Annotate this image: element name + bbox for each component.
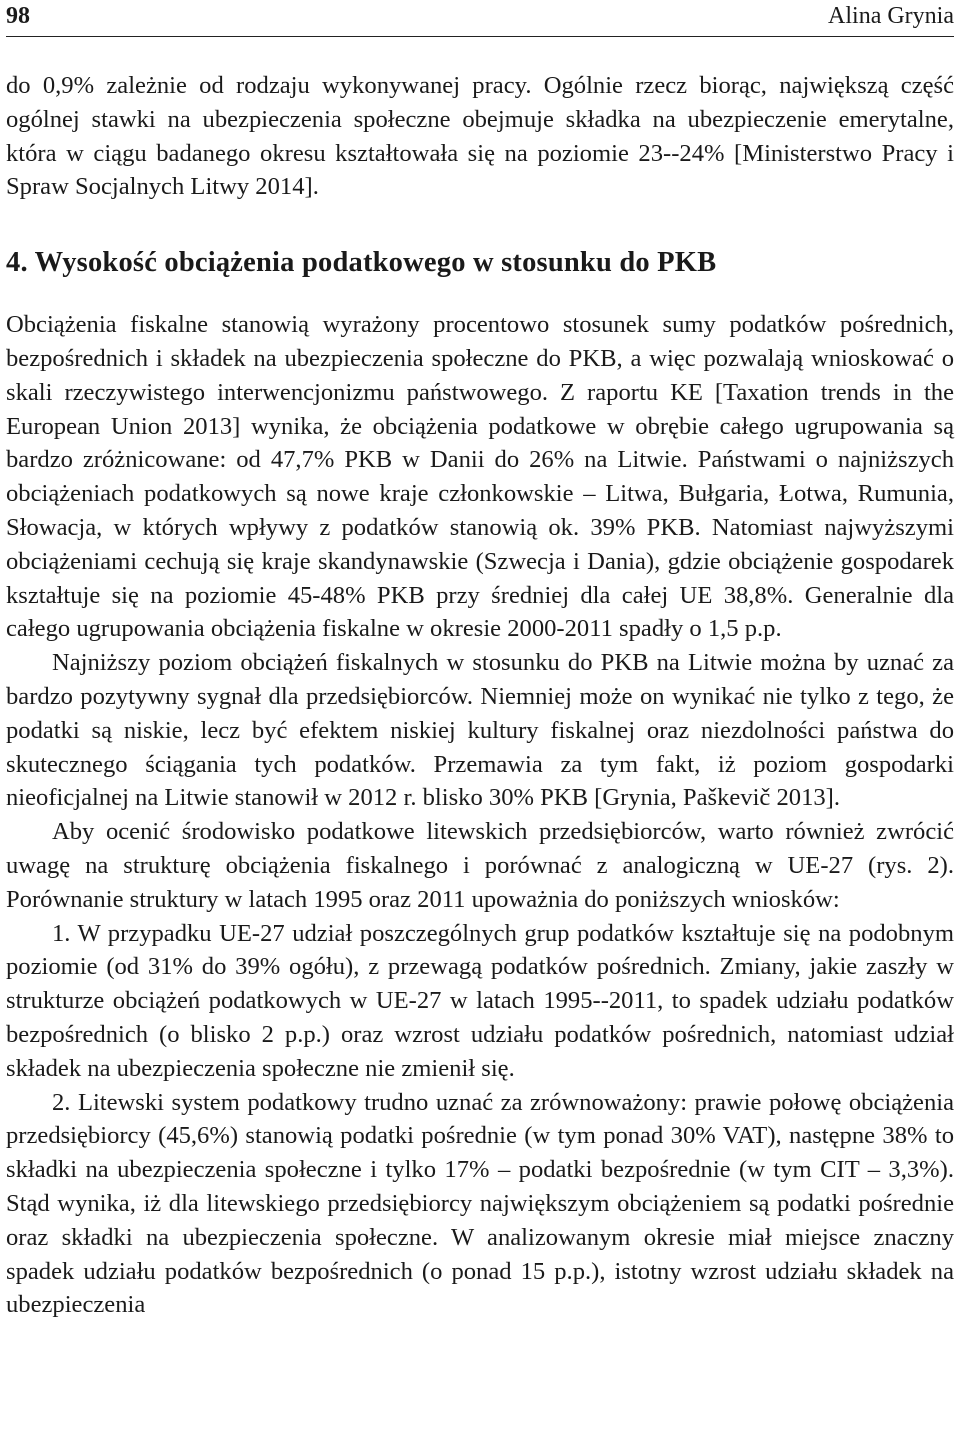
list-item: 1. W przypadku UE-27 udział poszczególnych grup podatków kształtuje się na podobnym poziomie (od 31% do 39% ogółu), z przewagą podatków pośrednich. Zmiany, jakie zaszły w strukturze obciążeń podatkowych w UE-27 w latach 1995-​-2011, to spadek udziału podatków bezpośrednich (o blisko 2 p.p.) oraz wzrost udziału podatków pośrednich, natomiast udział składek na ubezpieczenia społeczne nie zmienił się. [6,919,954,1082]
body-paragraph: Najniższy poziom obciążeń fiskalnych w stosunku do PKB na Litwie można by uznać za bardzo pozytywny sygnał dla przedsiębiorców. Niemniej może on wynikać nie tylko z tego, że podatki są niskie, lecz być efektem niskiej kultury fiskalnej oraz niezdolności państwa do skutecznego ściągania tych podatków. Przemawia za tym fakt, iż poziom gospodarki nieoficjalnej na Litwie stanowił w 2012 r. blisko 30% PKB [Grynia, Paškevič 2013]. [6,649,954,812]
body-paragraph: Aby ocenić środowisko podatkowe litewskich przedsiębiorców, warto również zwrócić uwagę na strukturę obciążenia fiskalnego i porównać z analogiczną w UE-27 (rys. 2). Porównanie struktury w latach 1995 oraz 2011 upoważnia do poniższych wniosków: [6,818,954,913]
intro-paragraph: do 0,9% zależnie od rodzaju wykonywanej pracy. Ogólnie rzecz biorąc, największą część ogólnej stawki na ubezpieczenia społeczne obejmuje składka na ubezpieczenie emerytalne, która w ciągu badanego okresu kształtowała się na poziomie 23-​-24% [Ministerstwo Pracy i Spraw Socjalnych Litwy 2014]. [6,72,954,201]
running-header [6,0,954,37]
section-heading: 4. Wysokość obciążenia podatkowego w stosunku do PKB [6,247,717,279]
body-paragraph: Obciążenia fiskalne stanowią wyrażony procentowo stosunek sumy podatków pośrednich, bezpośrednich i składek na ubezpieczenia społeczne do PKB, a więc pozwalają wnioskować o skali rzeczywistego interwencjonizmu państwowego. Z raportu KE [Taxation trends in the European Union 2013] wynika, że obciążenia podatkowe w obrębie całego ugrupowania są bardzo zróżnicowane: od 47,7% PKB w Danii do 26% na Litwie. Państwami o najniższych obciążeniach podatkowych są nowe kraje członkowskie – Litwa, Bułgaria, Łotwa, Rumunia, Słowacja, w których wpływy z podatków stanowią ok. 39% PKB. Natomiast najwyższymi obciążeniami cechują się kraje skandynawskie (Szwecja i Dania), gdzie obciążenie gospodarek kształtuje się na poziomie 45-48% PKB przy średniej dla całej UE 38,8%. Generalnie dla całego ugrupowania obciążenia fiskalne w okresie 2000-2011 spadły o 1,5 p.p. [6,311,954,643]
page-body [6,69,954,1322]
list-item: 2. Litewski system podatkowy trudno uznać za zrównoważony: prawie połowę obciążenia przedsiębiorcy (45,6%) stanowią podatki pośrednie (w tym ponad 30% VAT), następne 38% to składki na ubezpieczenia społeczne i tylko 17% – podatki bezpośrednie (w tym CIT – 3,3%). Stąd wynika, iż dla litewskiego przedsiębiorcy największym obciążeniem są podatki pośrednie oraz składki na ubezpieczenia społeczne. W analizowanym okresie miał miejsce znaczny spadek udziału podatków bezpośrednich (o ponad 15 p.p.), istotny wzrost udziału składek na ubezpieczenia [6,1088,954,1319]
document-page [6,0,954,1322]
running-header-author: Alina Grynia [828,3,954,29]
page-number: 98 [6,3,30,29]
